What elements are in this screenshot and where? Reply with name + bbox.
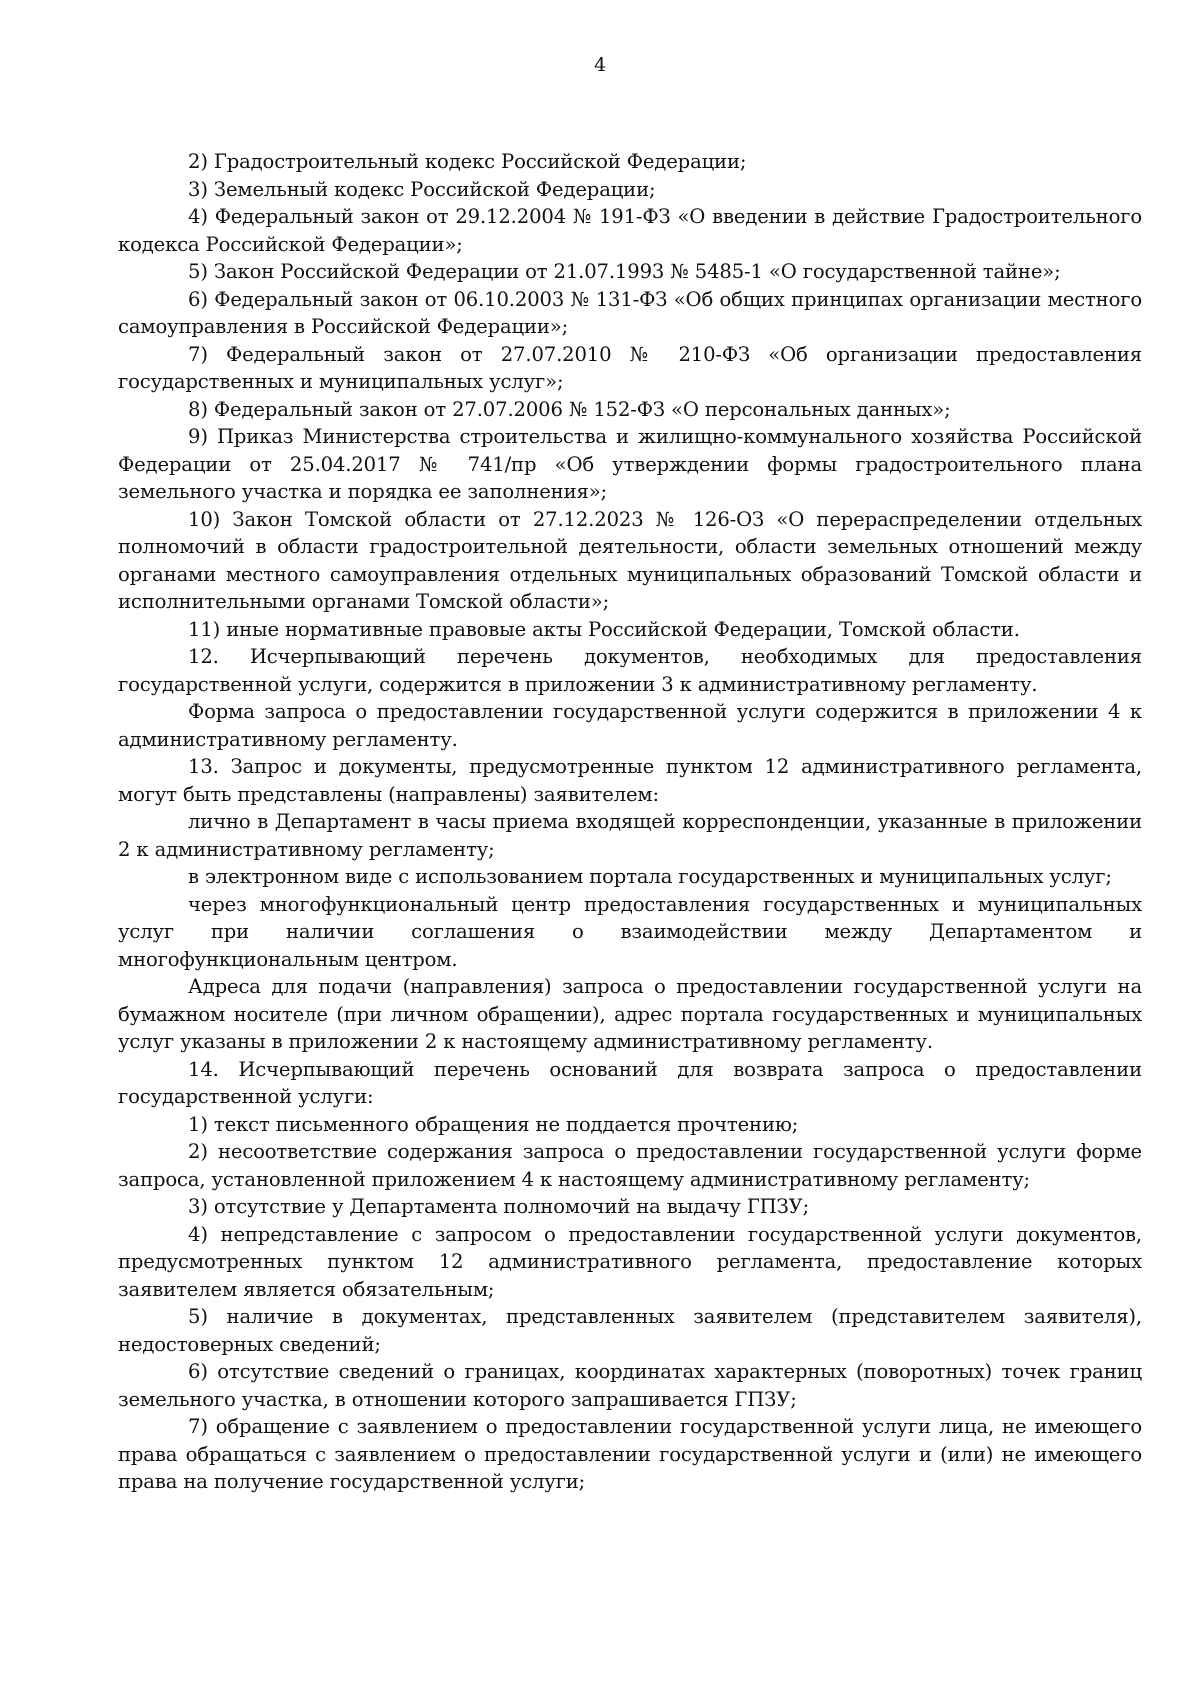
list-item-11: 11) иные нормативные правовые акты Российской Федерации, Томской области. [188, 617, 1020, 641]
page-number: 4 [593, 54, 607, 76]
list-item-7: 7) Федеральный закон от 27.07.2010 № 210-ФЗ «Об организации предоставления государственных и муниципальных услуг»; [118, 342, 1142, 393]
list-item-10: 10) Закон Томской области от 27.12.2023 № 126-ОЗ «О перераспределении отдельных полномочий в области градостроительной деятельности, области земельных отношений между органами местного самоуправления отдельных муниципальных образований Томской области и исполнительными органами Томской области»; [118, 507, 1142, 613]
request-form-paragraph: Форма запроса о предоставлении государственной услуги содержится в приложении 4 к административному регламенту. [118, 700, 1142, 751]
return-reason-5: 5) наличие в документах, представленных заявителем (представителем заявителя), недостоверных сведений; [118, 1305, 1142, 1356]
section-13: 13. Запрос и документы, предусмотренные пунктом 12 административного регламента, могут быть представлены (направлены) заявителем: [118, 755, 1142, 806]
document-body [118, 148, 1142, 1496]
return-reason-6: 6) отсутствие сведений о границах, координатах характерных (поворотных) точек границ земельного участка, в отношении которого запрашивается ГПЗУ; [118, 1360, 1142, 1411]
return-reason-3: 3) отсутствие у Департамента полномочий на выдачу ГПЗУ; [188, 1195, 810, 1218]
submission-mfc: через многофункциональный центр предоставления государственных и муниципальных услуг при наличии соглашения о взаимодействии между Департаментом и многофункциональным центром. [118, 892, 1142, 971]
list-item-3: 3) Земельный кодекс Российской Федерации; [188, 177, 656, 201]
list-item-5: 5) Закон Российской Федерации от 21.07.1993 № 5485-1 «О государственной тайне»; [188, 260, 1061, 283]
return-reason-7: 7) обращение с заявлением о предоставлении государственной услуги лица, не имеющего права обращаться с заявлением о предоставлении государственной услуги и (или) не имеющего права на получение государственной услуги; [118, 1415, 1142, 1493]
list-item-8: 8) Федеральный закон от 27.07.2006 № 152-ФЗ «О персональных данных»; [188, 397, 951, 421]
return-reason-1: 1) текст письменного обращения не поддается прочтению; [188, 1112, 799, 1136]
return-reason-4: 4) непредставление с запросом о предоставлении государственной услуги документов, предусмотренных пунктом 12 административного регламента, предоставление которых заявителем является обязательным; [118, 1222, 1142, 1301]
section-14: 14. Исчерпывающий перечень оснований для возврата запроса о предоставлении государственной услуги: [118, 1057, 1142, 1108]
list-item-4: 4) Федеральный закон от 29.12.2004 № 191-ФЗ «О введении в действие Градостроительного кодекса Российской Федерации»; [118, 205, 1142, 256]
section-12: 12. Исчерпывающий перечень документов, необходимых для предоставления государственной услуги, содержится в приложении 3 к административному регламенту. [118, 645, 1142, 696]
submission-in-person: лично в Департамент в часы приема входящей корреспонденции, указанные в приложении 2 к административному регламенту; [118, 810, 1142, 861]
return-reason-2: 2) несоответствие содержания запроса о предоставлении государственной услуги форме запроса, установленной приложением 4 к настоящему административному регламенту; [118, 1140, 1142, 1191]
list-item-9: 9) Приказ Министерства строительства и жилищно-коммунального хозяйства Российской Федерации от 25.04.2017 № 741/пр «Об утверждении формы градостроительного плана земельного участка и порядка ее заполнения»; [118, 425, 1142, 503]
list-item-2: 2) Градостроительный кодекс Российской Федерации; [188, 150, 747, 173]
submission-electronic: в электронном виде с использованием портала государственных и муниципальных услуг; [188, 865, 1112, 888]
list-item-6: 6) Федеральный закон от 06.10.2003 № 131-ФЗ «Об общих принципах организации местного самоуправления в Российской Федерации»; [118, 287, 1142, 338]
addresses-paragraph: Адреса для подачи (направления) запроса о предоставлении государственной услуги на бумажном носителе (при личном обращении), адрес портала государственных и муниципальных услуг указаны в приложении 2 к настоящему административному регламенту. [118, 975, 1142, 1053]
